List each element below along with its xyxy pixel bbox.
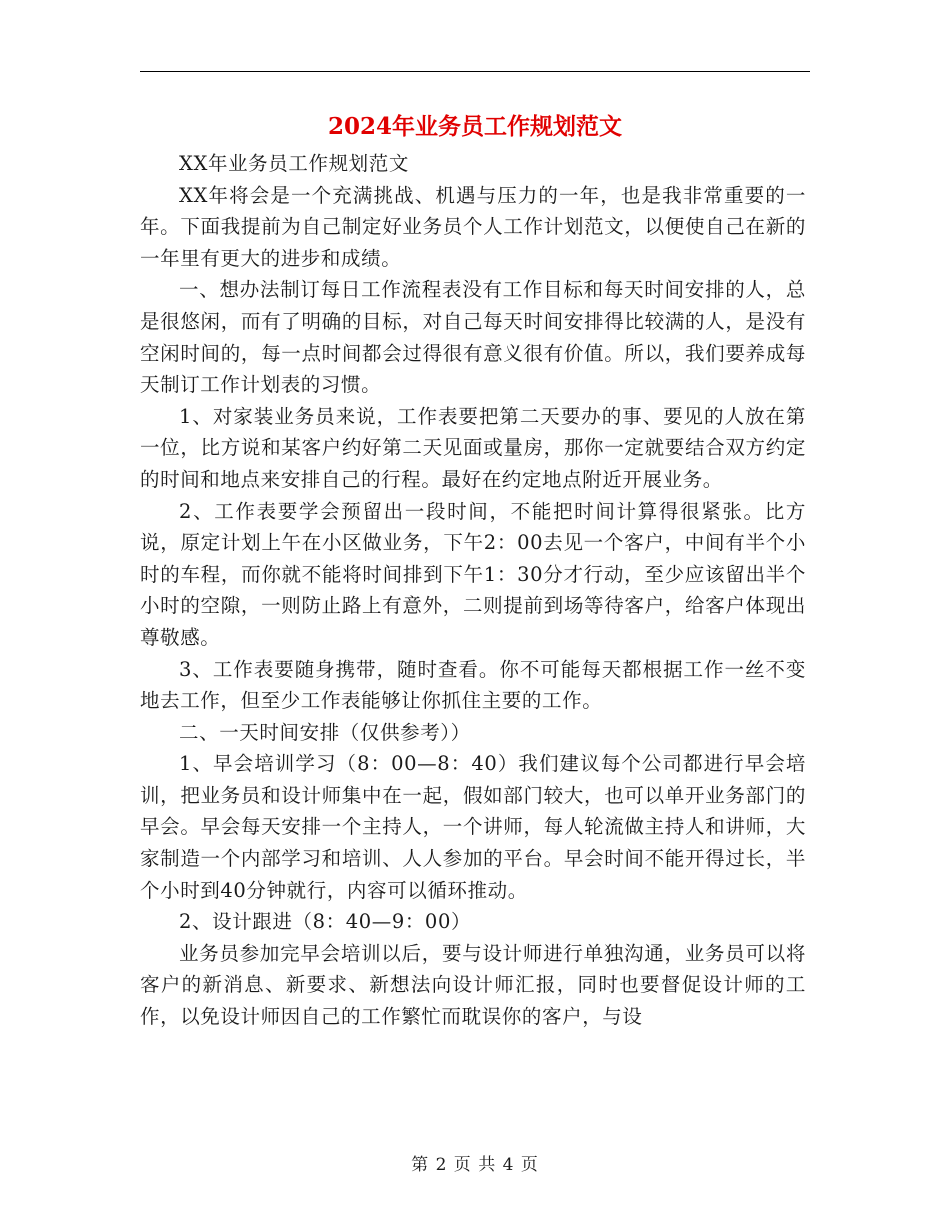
document-title: 2024年业务员工作规划范文 — [327, 113, 622, 140]
paragraph-morning-meeting: 1、早会培训学习（8：00—8：40）我们建议每个公司都进行早会培训，把业务员和设计师集中在一起，假如部门较大，也可以单开业务部门的早会。早会每天安排一个主持人，一个讲师，每人轮流做主持人和讲师，大家制造一个内部学习和培训、人人参加的平台。早会时间不能开得过长，半个小时到40分钟就行，内容可以循环推动。 — [140, 752, 806, 902]
paragraph-design-followup: 业务员参加完早会培训以后，要与设计师进行单独沟通，业务员可以将客户的新消息、新要求、新想法向设计师汇报，同时也要督促设计师的工作，以免设计师因自己的工作繁忙而耽误你的客户，与设 — [140, 941, 806, 1029]
paragraph-item-2: 2、工作表要学会预留出一段时间，不能把时间计算得很紧张。比方说，原定计划上午在小区做业务，下午2：00去见一个客户，中间有半个小时的车程，而你就不能将时间排到下午1：30分才行动，至少应该留出半个小时的空隙，一则防止路上有意外，二则提前到场等待客户，给客户体现出尊敬感。 — [140, 499, 806, 649]
page-number-footer: 第 2 页 共 4 页 — [411, 1155, 539, 1175]
paragraph-subtitle: XX年业务员工作规划范文 — [179, 152, 409, 175]
document-body — [140, 148, 806, 1033]
paragraph-section-2: 二、一天时间安排（仅供参考）） — [179, 720, 471, 744]
paragraph-intro: XX年将会是一个充满挑战、机遇与压力的一年，也是我非常重要的一年。下面我提前为自己制定好业务员个人工作计划范文，以便使自己在新的一年里有更大的进步和成绩。 — [140, 183, 806, 270]
paragraph-design-followup-heading: 2、设计跟进（8：40—9：00） — [179, 910, 472, 934]
header-rule — [140, 71, 810, 72]
paragraph-item-3: 3、工作表要随身携带，随时查看。你不可能每天都根据工作一丝不变地去工作，但至少工作表能够让你抓住主要的工作。 — [140, 657, 806, 713]
paragraph-section-1: 一、想办法制订每日工作流程表没有工作目标和每天时间安排的人，总是很悠闲，而有了明确的目标，对自己每天时间安排得比较满的人，是没有空闲时间的，每一点时间都会过得很有意义很有价值。所以，我们要养成每天制订工作计划表的习惯。 — [140, 278, 806, 397]
paragraph-item-1: 1、对家装业务员来说，工作表要把第二天要办的事、要见的人放在第一位，比方说和某客户约好第二天见面或量房，那你一定就要结合双方约定的时间和地点来安排自己的行程。最好在约定地点附近开展业务。 — [140, 404, 806, 491]
